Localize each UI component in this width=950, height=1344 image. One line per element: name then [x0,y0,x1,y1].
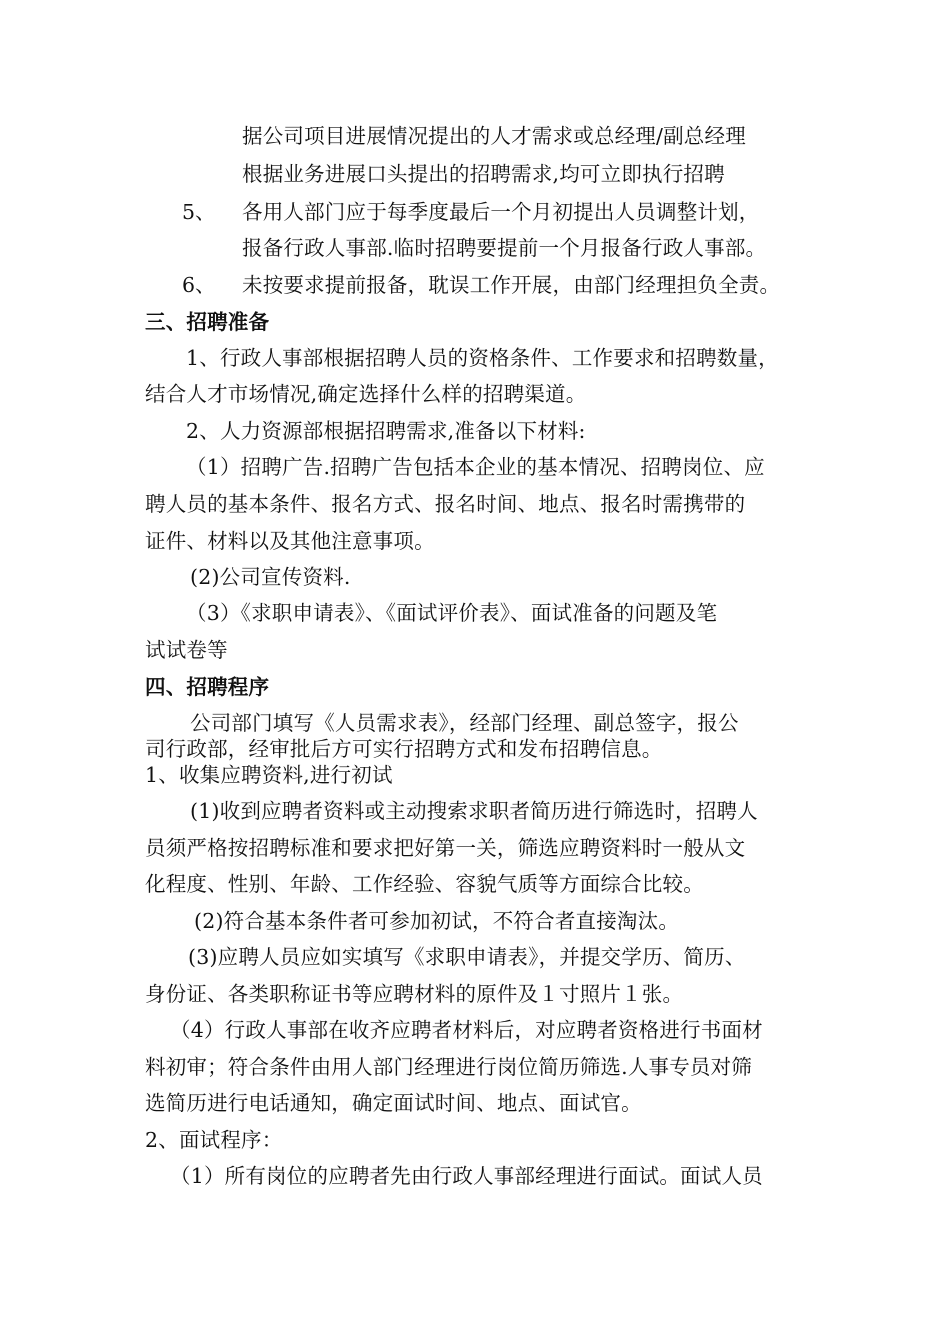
text-line: 化程度、性别、年龄、工作经验、容貌气质等方面综合比较。 [145,872,704,896]
section-heading: 四、招聘程序 [145,675,270,699]
text-line: 司行政部，经审批后方可实行招聘方式和发布招聘信息。 [145,737,663,761]
text-line: 根据业务进展口头提出的招聘需求,均可立即执行招聘 [242,162,725,186]
text-line: 料初审；符合条件由用人部门经理进行岗位简历筛选.人事专员对筛 [145,1055,753,1079]
text-line: (2)符合基本条件者可参加初试，不符合者直接淘汰。 [194,909,680,933]
text-line: 据公司项目进展情况提出的人才需求或总经理/副总经理 [242,124,746,148]
text-line: （1）招聘广告.招聘广告包括本企业的基本情况、招聘岗位、应 [186,455,765,479]
text-line: 1、行政人事部根据招聘人员的资格条件、工作要求和招聘数量， [186,346,779,370]
text-line: 1、收集应聘资料,进行初试 [145,763,393,787]
text-line: 聘人员的基本条件、报名方式、报名时间、地点、报名时需携带的 [145,492,746,516]
text-line: 公司部门填写《人员需求表》，经部门经理、副总签字，报公 [190,711,739,735]
text-line: 员须严格按招聘标准和要求把好第一关，筛选应聘资料时一般从文 [145,836,746,860]
text-line: (1)收到应聘者资料或主动搜索求职者简历进行筛选时，招聘人 [190,799,758,823]
text-line: 未按要求提前报备，耽误工作开展，由部门经理担负全责。 [242,273,781,297]
text-line: （1）所有岗位的应聘者先由行政人事部经理进行面试。面试人员 [170,1164,763,1188]
text-line: 2、人力资源部根据招聘需求,准备以下材料: [186,419,586,443]
text-line: 报备行政人事部.临时招聘要提前一个月报备行政人事部。 [242,236,767,260]
text-line: （4）行政人事部在收齐应聘者材料后，对应聘者资格进行书面材 [170,1018,763,1042]
list-number: 5、 [182,200,216,224]
text-line: 身份证、各类职称证书等应聘材料的原件及１寸照片１张。 [145,982,684,1006]
section-heading: 三、招聘准备 [145,310,270,334]
text-line: 选简历进行电话通知，确定面试时间、地点、面试官。 [145,1091,642,1115]
text-line: 各用人部门应于每季度最后一个月初提出人员调整计划， [242,200,760,224]
text-line: 证件、材料以及其他注意事项。 [145,529,435,553]
text-line: 试试卷等 [145,638,228,662]
text-line: （3）《求职申请表》、《面试评价表》、面试准备的问题及笔 [186,601,718,625]
text-line: (3)应聘人员应如实填写《求职申请表》，并提交学历、简历、 [188,945,746,969]
text-line: 2、面试程序： [145,1128,283,1152]
list-number: 6、 [182,273,216,297]
text-line: 结合人才市场情况,确定选择什么样的招聘渠道。 [145,382,587,406]
text-line: (2)公司宣传资料. [190,565,351,589]
